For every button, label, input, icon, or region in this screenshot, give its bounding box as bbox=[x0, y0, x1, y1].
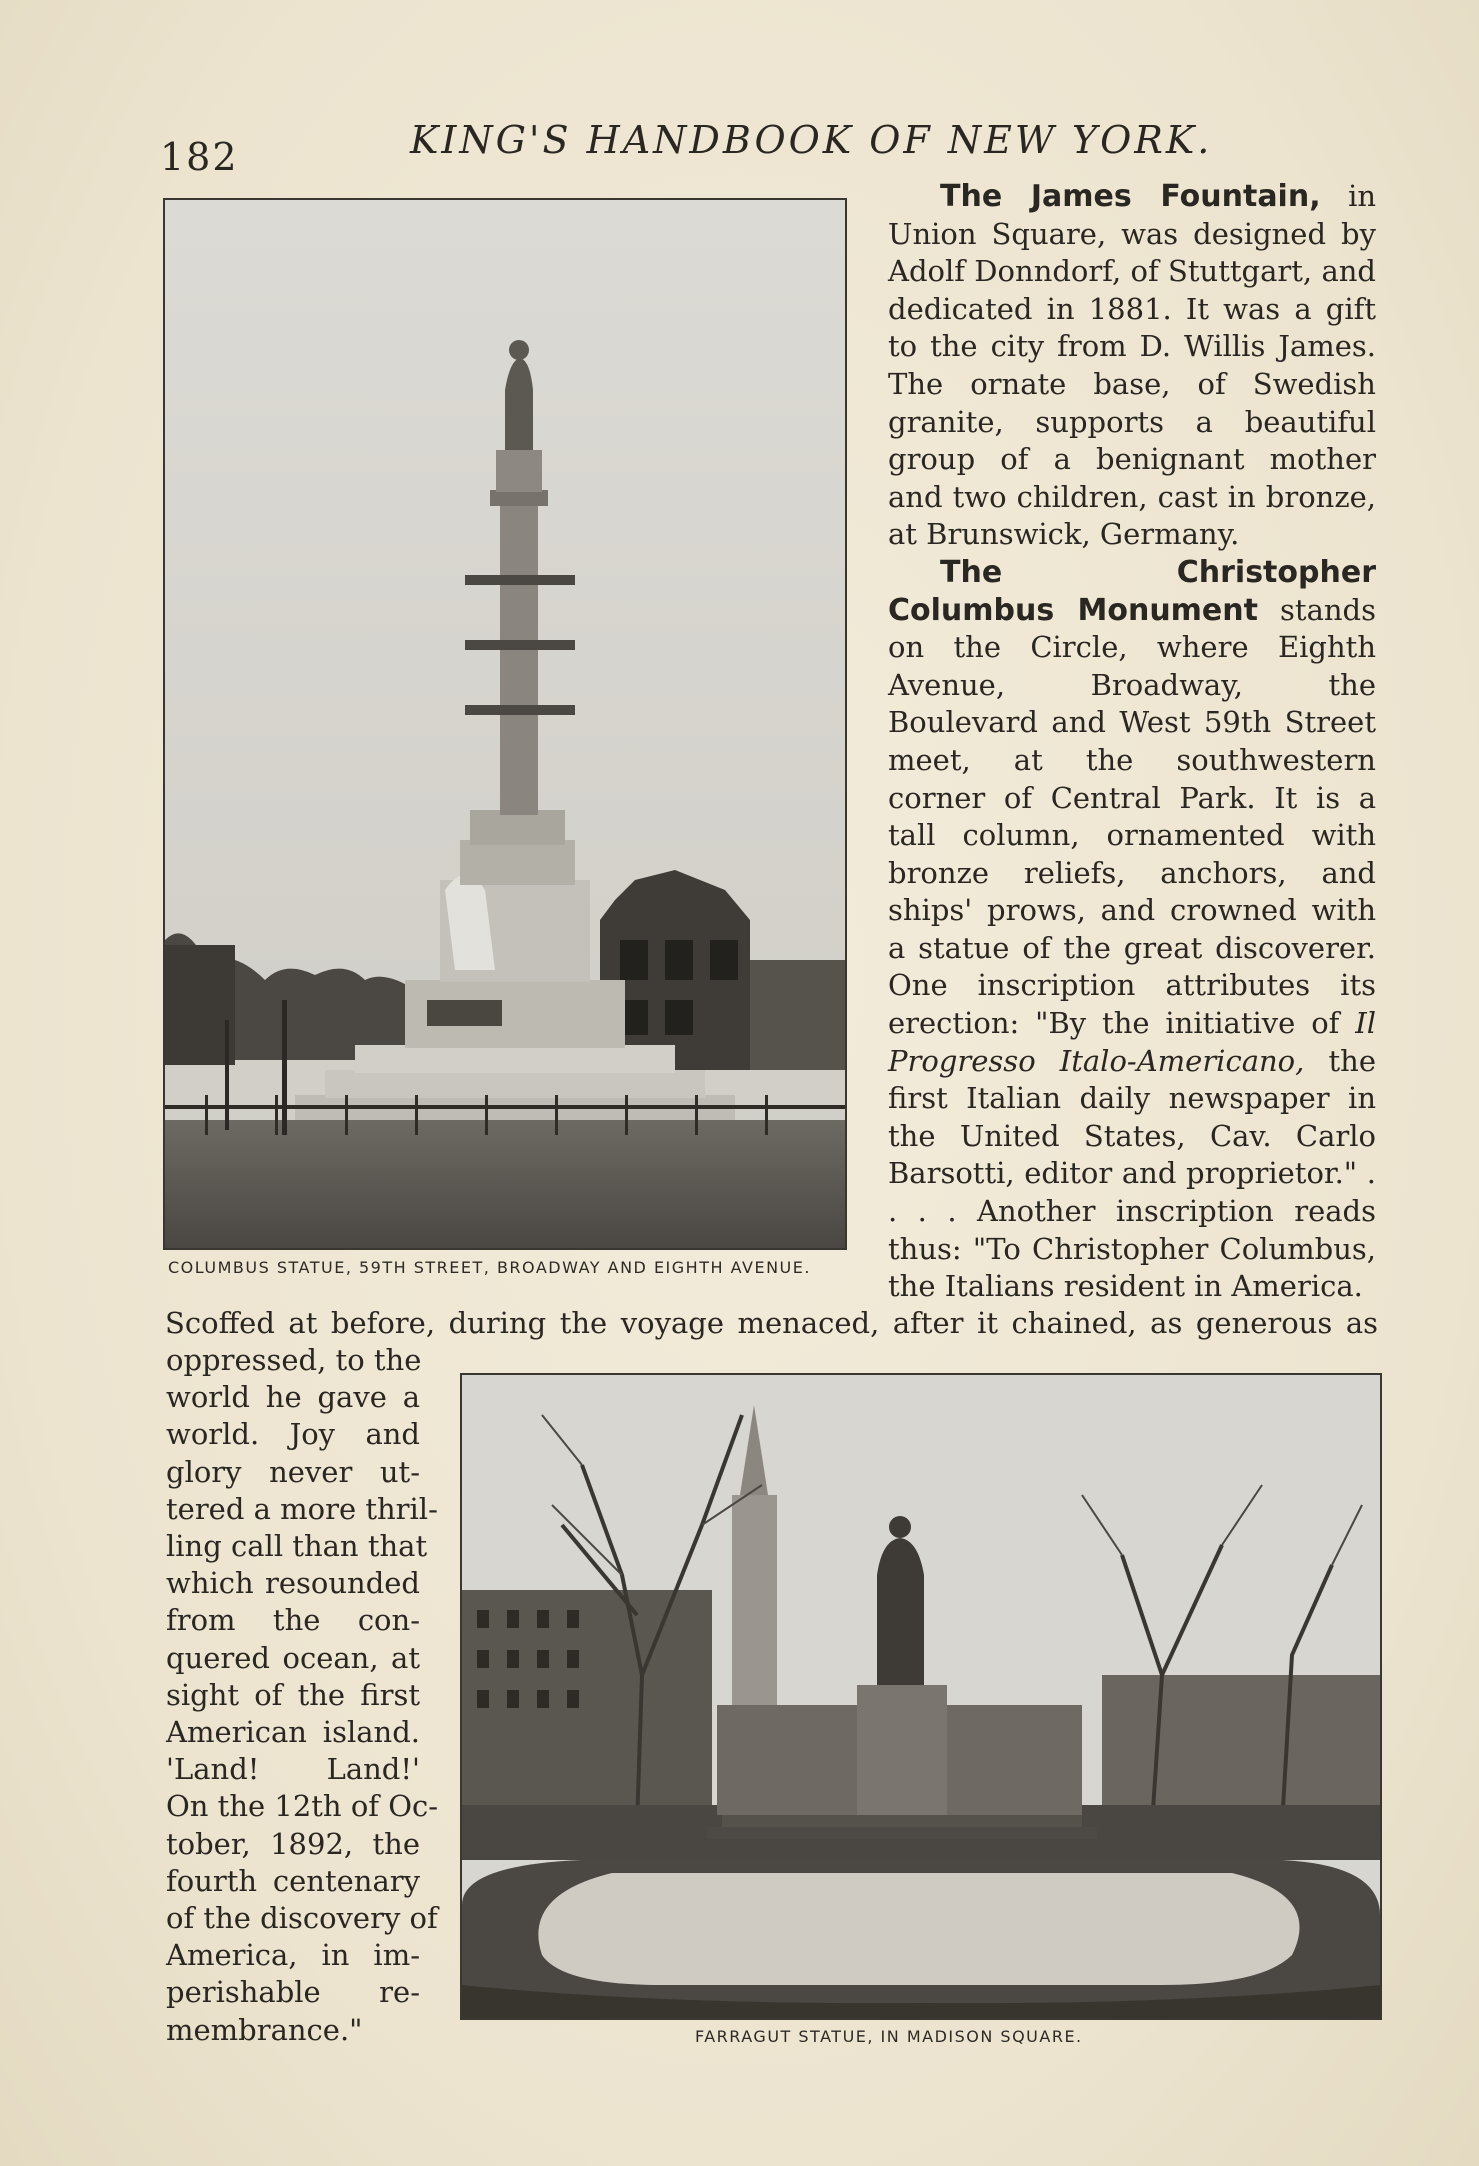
left-column-line: On the 12th of Oc- bbox=[166, 1789, 439, 1824]
james-fountain-text: in Union Square, was designed by Adolf Donndorf, of Stuttgart, and dedicated in 1881. It was a gift to the city from D. Willis James. The ornate base, of Swedish granite, supports a beautiful group of a benignant mother and two children, cast in bronze, at Brunswick, Germany. bbox=[888, 179, 1377, 552]
left-column-line: 'Land! Land!' bbox=[166, 1752, 420, 1787]
left-column-line: from the con- bbox=[166, 1603, 420, 1638]
left-column-line: world. Joy and bbox=[166, 1417, 420, 1452]
page-number: 182 bbox=[160, 135, 239, 179]
left-column-line: fourth centenary bbox=[166, 1863, 420, 1898]
left-column-line: membrance." bbox=[166, 2012, 363, 2047]
left-column-line: oppressed, to the bbox=[166, 1343, 422, 1377]
right-column-text bbox=[888, 178, 1376, 1306]
newspaper-name: Il Progresso Italo-Americano, bbox=[888, 1006, 1376, 1078]
left-column-line: ling call than that bbox=[166, 1529, 428, 1564]
inscription-wide-line: Scoffed at before, during the voyage menaced, after it chained, as generous as bbox=[165, 1306, 1378, 1340]
left-column-line: perishable re- bbox=[166, 1975, 420, 2010]
left-column-line: quered ocean, at bbox=[166, 1640, 420, 1675]
james-fountain-heading: The James Fountain, bbox=[940, 179, 1321, 214]
left-column-line: of the discovery of bbox=[166, 1901, 438, 1936]
columbus-monument-heading: The Christopher Columbus Monument bbox=[888, 554, 1376, 628]
left-column-line: America, in im- bbox=[166, 1938, 420, 1973]
left-column-line: tered a more thril- bbox=[166, 1491, 438, 1526]
left-column-line: world he gave a bbox=[166, 1380, 420, 1415]
left-column-line: tober, 1892, the bbox=[166, 1826, 420, 1861]
left-column-text bbox=[166, 1342, 439, 2049]
running-title: KING'S HANDBOOK OF NEW YORK. bbox=[410, 118, 1213, 162]
left-column-line: which resounded bbox=[166, 1566, 420, 1601]
columbus-monument-paragraph bbox=[888, 554, 1376, 1306]
left-column-line: American island. bbox=[166, 1715, 420, 1750]
james-fountain-paragraph bbox=[888, 178, 1376, 554]
columbus-photo-caption: COLUMBUS STATUE, 59TH STREET, BROADWAY AND EIGHTH AVENUE. bbox=[168, 1258, 811, 1277]
columbus-monument-text-b: the first Italian daily newspaper in the United States, Cav. Carlo Barsotti, editor and proprietor." . . . . Another inscription reads thus: "To Christopher Columbus, the Italians resident in America. bbox=[888, 1043, 1376, 1304]
left-column-line: sight of the first bbox=[166, 1677, 420, 1712]
farragut-statue-photo bbox=[460, 1373, 1382, 2020]
columbus-monument-text-a: stands on the Circle, where Eighth Avenue, Broadway, the Boulevard and West 59th Street meet, at the southwestern corner of Central Park. It is a tall column, ornamented with bronze reliefs, anchors, and ships' prows, and crowned with a statue of the great discoverer. One inscription attributes its erection: "By the initiative of bbox=[888, 592, 1376, 1041]
farragut-photo-caption: FARRAGUT STATUE, IN MADISON SQUARE. bbox=[695, 2027, 1083, 2046]
columbus-statue-photo bbox=[163, 198, 847, 1250]
left-column-line: glory never ut- bbox=[166, 1454, 420, 1489]
